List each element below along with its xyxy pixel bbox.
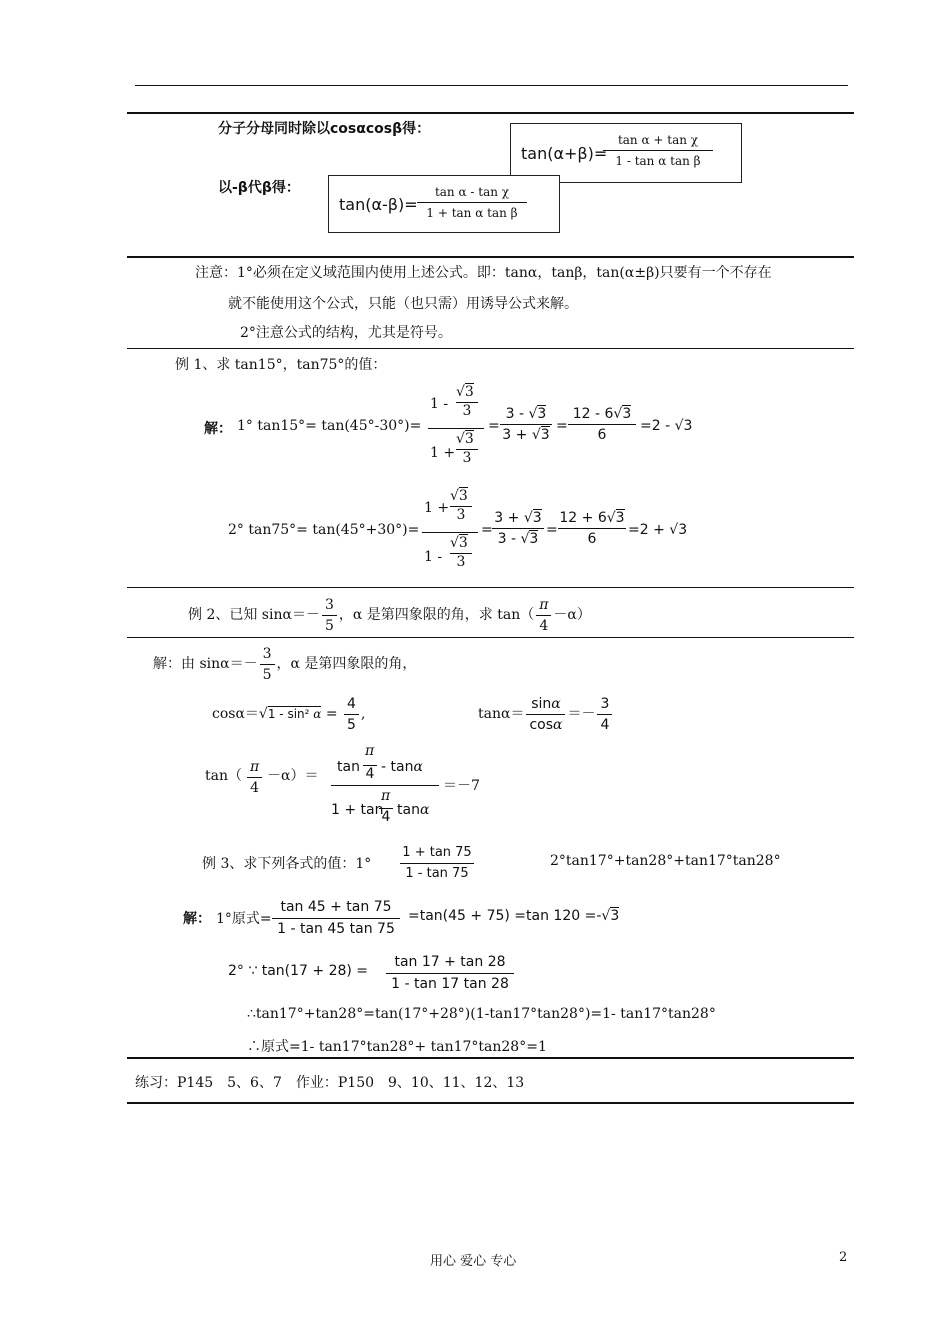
section-rule bbox=[127, 256, 854, 258]
example1-step1-eq1: = bbox=[488, 418, 500, 434]
section-rule bbox=[127, 587, 854, 588]
header-rule bbox=[135, 85, 848, 86]
exercise-line: 练习：P145 5、6、7 作业：P150 9、10、11、12、13 bbox=[135, 1075, 525, 1091]
page-number: 2 bbox=[839, 1250, 848, 1265]
example1-step1-result: =2 - √3 bbox=[640, 418, 693, 434]
example2-solve-intro: 解：由 sinα＝－ $\frac{3}{5}$ ，α 是第四象限的角， bbox=[153, 645, 417, 683]
example1-step2-frac2: 3 + √3 3 - √3 bbox=[492, 508, 544, 549]
example1-step2-compound-fraction: 1 + √3 3 1 - √3 3 bbox=[422, 486, 478, 579]
example2-cos-line: cosα＝√1 - sin² α = $\frac{4}{5}$ , bbox=[212, 695, 366, 733]
example3-q1-num: 1 + tan 75 bbox=[400, 843, 474, 864]
example3-s1-den: 1 - tan 45 tan 75 bbox=[277, 921, 395, 937]
example1-title: 例 1、求 tan15°，tan75°的值： bbox=[175, 357, 387, 373]
section-rule bbox=[127, 1057, 854, 1059]
footer-center: 用心 爱心 专心 bbox=[430, 1254, 517, 1269]
example2-cos-label: cosα＝ bbox=[212, 706, 259, 722]
section-rule bbox=[127, 112, 854, 114]
formula-tan-sum-den: 1 - tan α tan β bbox=[615, 154, 701, 168]
formula-tan-sum-lhs: tan(α+β)= bbox=[521, 144, 608, 163]
example3-s1-tail: =tan(45 + 75) =tan 120 =-√3 bbox=[408, 908, 620, 924]
example3-solve-label: 解： bbox=[183, 911, 211, 927]
formula-box-tan-diff bbox=[328, 175, 560, 233]
note-line-1: 注意：1°必须在定义域范围内使用上述公式。即：tanα，tanβ，tan(α±β)只要有一个不存在 bbox=[195, 265, 772, 281]
example3-s2-fraction bbox=[386, 952, 514, 995]
example3-s2-line3: ∴原式=1- tan17°tan28°+ tan17°tan28°=1 bbox=[247, 1039, 547, 1055]
example3-s1-prefix: 1°原式= bbox=[216, 911, 272, 927]
section-rule bbox=[127, 348, 854, 349]
example3-s1-fraction bbox=[272, 897, 400, 940]
example3-q2: 2°tan17°+tan28°+tan17°tan28° bbox=[550, 853, 781, 869]
section-rule bbox=[127, 637, 854, 638]
formula-box-tan-sum bbox=[510, 123, 742, 183]
example3-title: 例 3、求下列各式的值：1° bbox=[202, 856, 372, 872]
example1-step1-frac2: 3 - √3 3 + √3 bbox=[500, 404, 552, 445]
example1-step2-frac3: 12 + 6√3 6 bbox=[559, 510, 625, 547]
example1-step2-prefix: 2° tan75°= tan(45°+30°)= bbox=[228, 522, 420, 538]
example3-s2-den: 1 - tan 17 tan 28 bbox=[391, 976, 509, 992]
example2-tan-label: tanα＝ bbox=[478, 706, 525, 722]
example2-tan-line: tanα＝ $\frac{\sin\alpha}{\cos\alpha}$ ＝－ $\frac{3}{4}$ bbox=[478, 692, 614, 736]
section-rule bbox=[127, 1102, 854, 1104]
example1-step1-frac3: 12 - 6√3 6 bbox=[568, 404, 636, 445]
formula-tan-sum-num: tan α + tan χ bbox=[603, 130, 713, 151]
example1-step2-eq2: = bbox=[546, 522, 558, 538]
formula-tan-diff-lhs: tan(α-β)= bbox=[339, 195, 418, 214]
example3-s2-prefix: 2° ∵ tan(17 + 28) = bbox=[228, 963, 369, 979]
derivation-step1-text: 分子分母同时除以cosαcosβ得： bbox=[218, 121, 431, 137]
example3-s1-num: tan 45 + tan 75 bbox=[272, 897, 400, 919]
example1-step1-compound-fraction: 1 - √3 3 1 + √3 3 bbox=[428, 382, 484, 475]
formula-tan-diff-den: 1 + tan α tan β bbox=[426, 206, 518, 220]
note-line-3: 2°注意公式的结构，尤其是符号。 bbox=[240, 325, 452, 341]
formula-tan-sum-frac bbox=[603, 130, 713, 171]
example3-q1-den: 1 - tan 75 bbox=[405, 866, 469, 881]
derivation-step2-text: 以-β代β得： bbox=[218, 180, 300, 196]
example2-final-result: ＝－7 bbox=[443, 778, 480, 794]
example1-solve-label: 解： bbox=[204, 421, 232, 437]
formula-tan-diff-frac bbox=[417, 182, 527, 223]
example3-q1-fraction bbox=[400, 843, 474, 884]
example1-step1-prefix: 1° tan15°= tan(45°-30°)= bbox=[237, 418, 422, 434]
example1-step1-eq2: = bbox=[556, 418, 568, 434]
formula-tan-diff-num: tan α - tan χ bbox=[417, 182, 527, 203]
example1-step2-eq1: = bbox=[481, 522, 493, 538]
note-line-2: 就不能使用这个公式，只能（也只需）用诱导公式来解。 bbox=[228, 296, 578, 312]
example2-title: 例 2、已知 sinα＝－ $\frac{3}{5}$ ，α 是第四象限的角，求 tan（ $\frac{\pi}{4}$ －α） bbox=[188, 596, 591, 634]
example3-s2-num: tan 17 + tan 28 bbox=[386, 952, 514, 974]
example3-s2-line2: ∴tan17°+tan28°=tan(17°+28°)(1-tan17°tan28°)=1- tan17°tan28° bbox=[247, 1006, 716, 1022]
example1-step2-result: =2 + √3 bbox=[628, 522, 688, 538]
